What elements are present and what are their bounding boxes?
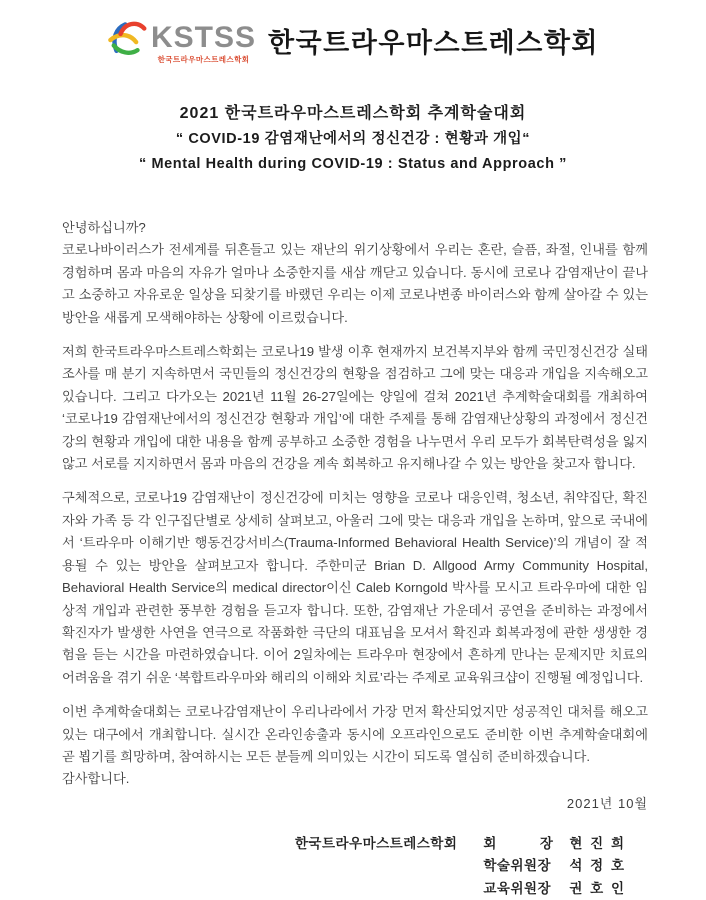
kstss-logo-mark-icon bbox=[107, 14, 149, 62]
conference-subtitle-korean: “ COVID-19 감염재난에서의 정신건강 : 현황과 개입“ bbox=[175, 131, 531, 147]
conference-subtitle-english: “ Mental Health during COVID-19 : Status and Approach ” bbox=[138, 156, 568, 172]
logo-acronym: KSTSS bbox=[150, 21, 257, 54]
signatory-role: 회 장 bbox=[483, 835, 554, 851]
letterhead bbox=[0, 0, 706, 65]
paragraph-2: 저희 한국트라우마스트레스학회는 코로나19 발생 이후 현재까지 보건복지부와 함께 국민정신건강 실태조사를 매 분기 지속하면서 국민들의 정신건강의 현황을 점검하고 그에 맞는 대응과 개입을 지속해오고 있습니다. 그리고 다가오는 2021년 11월 26-27일에는 양일에 걸쳐 2021년 추계학술대회를 개최하여 ‘코로나19 감염재난에서의 정신건강 현황과 개입’에 대한 주제를 통해 감염재난상황의 과정에서 정신건강의 현황과 개입에 대한 내용을 함께 공부하고 소중한 경험을 나누면서 우리 모두가 회복탄력성을 잃지 않고 서로를 지지하면서 몸과 마음의 건강을 계속 회복하고 유지해나갈 수 있는 방안을 찾고자 합니다. bbox=[62, 344, 648, 472]
signatory-row bbox=[483, 855, 626, 878]
logo-subtext: 한국트라우마스트레스학회 bbox=[157, 55, 250, 64]
signatory-name: 석 정 호 bbox=[569, 858, 626, 874]
org-name-title: 한국트라우마스트레스학회 bbox=[268, 28, 599, 58]
date-line: 2021년 10월 bbox=[566, 795, 648, 811]
conference-title: 2021 한국트라우마스트레스학회 추계학술대회 bbox=[179, 105, 527, 122]
signatory-role: 학술위원장 bbox=[483, 858, 552, 874]
kstss-logo bbox=[107, 14, 256, 65]
signatory-name: 현 진 희 bbox=[569, 835, 626, 851]
signatory-role: 교육위원장 bbox=[483, 880, 552, 896]
signatory-name: 권 호 인 bbox=[569, 880, 626, 896]
greeting-line: 안녕하십니까? bbox=[62, 220, 146, 235]
paragraph-4: 이번 추계학술대회는 코로나감염재난이 우리나라에서 가장 먼저 확산되었지만 성공적인 대처를 해오고있는 대구에서 개최합니다. 실시간 온라인송출과 동시에 오프라인으로도 준비한 이번 추계학술대회에 곧 뵙기를 희망하며, 참여하시는 모든 분들께 의미있는 시간이 되도록 열심히 준비하겠습니다. bbox=[62, 704, 648, 764]
paragraph-3: 구체적으로, 코로나19 감염재난이 정신건강에 미치는 영향을 코로나 대응인력, 청소년, 취약집단, 확진자와 가족 등 각 인구집단별로 상세히 살펴보고, 아울러 그에 맞는 대응과 개입을 논하며, 앞으로 국내에서 ‘트라우마 이해기반 행동건강서비스(Trauma-Informed Behavioral Health Service)’의 개념이 잘 적용될 수 있는 방안을 살펴보고자 합니다. 주한미군 Brian D. Allgood Army Community Hospital, Behavioral Health Service의 medical director이신 Caleb Korngold 박사를 모시고 트라우마에 대한 임상적 개입과 관련한 풍부한 경험을 듣고자 합니다. 또한, 감염재난 가운데서 공연을 준비하는 과정에서 확진자가 발생한 사연을 연극으로 작품화한 극단의 대표님을 모셔서 확진과 회복과정에 관한 생생한 경험을 듣는 시간을 마련하였습니다. 이어 2일차에는 트라우마 현장에서 흔하게 만나는 문제지만 치료의 어려움을 겪기 쉬운 ‘복합트라우마와 해리의 이해와 치료’라는 주제로 교육워크샵이 진행될 예정입니다. bbox=[62, 490, 648, 685]
logo-text bbox=[150, 21, 257, 65]
letter-body bbox=[0, 217, 706, 791]
closing-line: 감사합니다. bbox=[62, 771, 130, 787]
conference-title-block bbox=[0, 101, 706, 177]
paragraph-1: 코로나바이러스가 전세계를 뒤흔들고 있는 재난의 위기상황에서 우리는 혼란, 슬픔, 좌절, 인내를 함께 경험하며 몸과 마음의 자유가 얼마나 소중한지를 새삼 깨닫고 있습니다. 동시에 코로나 감염재난이 끝나고 소중하고 자유로운 일상을 되찾기를 바랬던 우리는 이제 코로나변종 바이러스와 함께 살아갈 수 있는 방안을 새롭게 모색해야하는 상황에 이르렀습니다. bbox=[62, 242, 648, 325]
signature-block bbox=[0, 833, 706, 900]
signatory-rows bbox=[483, 833, 626, 900]
signatory-row bbox=[483, 833, 626, 856]
signature-org: 한국트라우마스트레스학회 bbox=[294, 835, 458, 851]
signatory-row bbox=[483, 878, 626, 900]
